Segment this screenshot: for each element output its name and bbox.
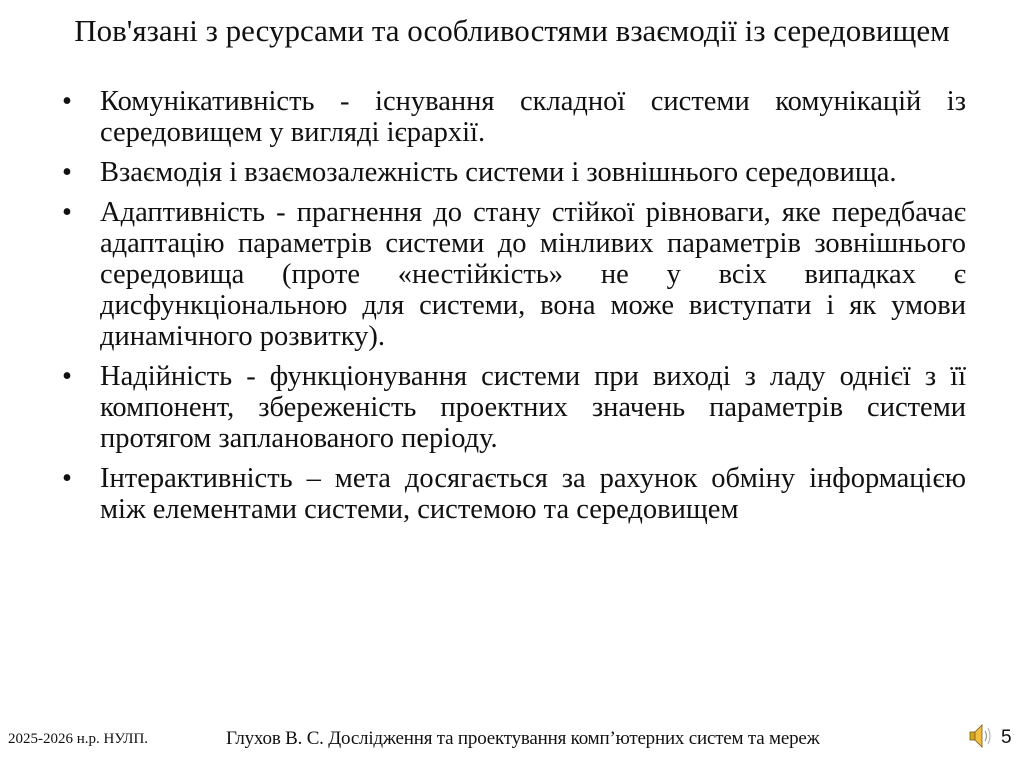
bullet-text: Інтерактивність – мета досягається за рахунок обміну інформацією між елементами системи, системою та середовищем bbox=[100, 463, 966, 525]
bullet-marker: • bbox=[62, 157, 72, 188]
list-item bbox=[62, 197, 966, 352]
list-item bbox=[62, 361, 966, 454]
bullet-marker: • bbox=[62, 197, 72, 228]
bullet-marker: • bbox=[62, 463, 72, 494]
footer-author: Глухов В. С. Дослідження та проектування комп’ютерних систем та мереж bbox=[226, 728, 820, 749]
page-number: 5 bbox=[1001, 727, 1012, 748]
list-item bbox=[62, 86, 966, 148]
footer-date: 2025-2026 н.р. НУЛП. bbox=[8, 731, 149, 747]
speaker-icon[interactable] bbox=[968, 722, 994, 750]
bullet-text: Комунікативність - існування складної системи комунікацій із середовищем у вигляді ієрархії. bbox=[100, 86, 966, 148]
bullet-marker: • bbox=[62, 86, 72, 117]
bullet-list bbox=[62, 86, 966, 534]
slide-title: Пов'язані з ресурсами та особливостями взаємодії із середовищем bbox=[74, 13, 950, 48]
bullet-text: Надійність - функціонування системи при виході з ладу однієї з її компонент, збереженість проектних значень параметрів системи протягом запланованого періоду. bbox=[100, 361, 966, 454]
bullet-text: Адаптивність - прагнення до стану стійкої рівноваги, яке передбачає адаптацію параметрів системи до мінливих параметрів зовнішнього середовища (проте «нестійкість» не у всіх випадках є дисфункціональною для системи, вона може виступати і як умови динамічного розвитку). bbox=[100, 197, 966, 352]
bullet-text: Взаємодія і взаємозалежність системи і зовнішнього середовища. bbox=[100, 157, 897, 188]
list-item bbox=[62, 463, 966, 525]
bullet-marker: • bbox=[62, 361, 72, 392]
list-item bbox=[62, 157, 966, 188]
